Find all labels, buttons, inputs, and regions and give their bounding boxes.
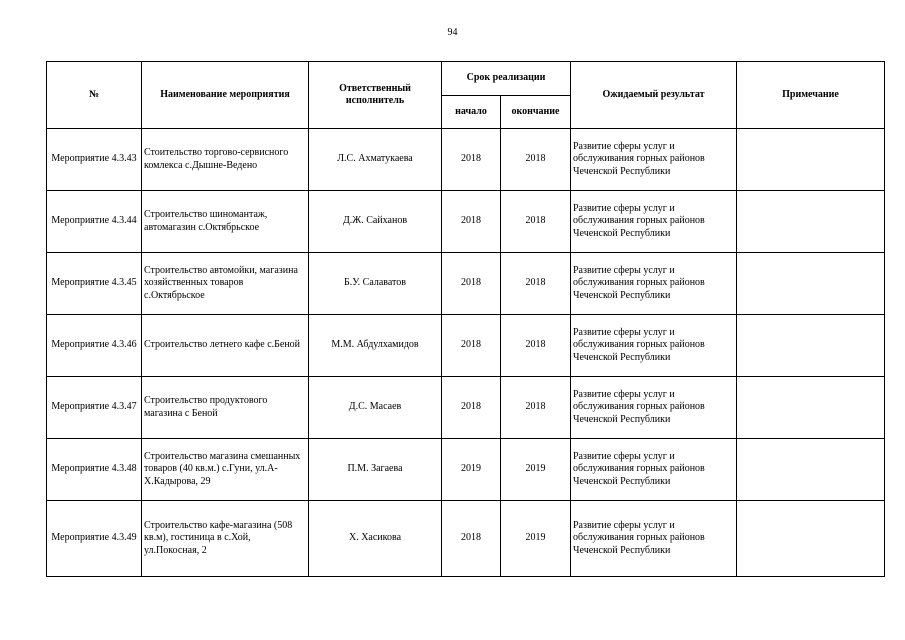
cell-start: 2018 <box>442 315 501 377</box>
cell-num: Мероприятие 4.3.48 <box>47 439 142 501</box>
cell-end: 2018 <box>501 191 571 253</box>
cell-name: Строительство шиномантаж, автомагазин с.Октябрьское <box>142 191 309 253</box>
cell-name: Строительство летнего кафе с.Беной <box>142 315 309 377</box>
table-row <box>47 377 885 439</box>
page-number: 94 <box>447 27 458 38</box>
cell-num: Мероприятие 4.3.46 <box>47 315 142 377</box>
cell-executor: П.М. Загаева <box>309 439 442 501</box>
header-name: Наименование мероприятия <box>142 62 309 129</box>
cell-start: 2018 <box>442 501 501 577</box>
cell-num: Мероприятие 4.3.44 <box>47 191 142 253</box>
cell-note <box>737 501 885 577</box>
header-note: Примечание <box>737 62 885 129</box>
cell-result: Развитие сферы услуг и обслуживания горных районов Чеченской Республики <box>571 253 737 315</box>
cell-note <box>737 439 885 501</box>
cell-start: 2018 <box>442 191 501 253</box>
table-row <box>47 129 885 191</box>
table-row <box>47 439 885 501</box>
cell-executor: М.М. Абдулхамидов <box>309 315 442 377</box>
header-executor: Ответственный исполнитель <box>309 62 442 129</box>
cell-executor: Х. Хасикова <box>309 501 442 577</box>
header-num: № <box>47 62 142 129</box>
cell-result: Развитие сферы услуг и обслуживания горных районов Чеченской Республики <box>571 191 737 253</box>
cell-num: Мероприятие 4.3.45 <box>47 253 142 315</box>
table-row <box>47 501 885 577</box>
cell-num: Мероприятие 4.3.43 <box>47 129 142 191</box>
cell-note <box>737 315 885 377</box>
header-end: окончание <box>501 96 571 129</box>
cell-result: Развитие сферы услуг и обслуживания горных районов Чеченской Республики <box>571 377 737 439</box>
cell-name: Строительство автомойки, магазина хозяйственных товаров с.Октябрьское <box>142 253 309 315</box>
cell-end: 2018 <box>501 315 571 377</box>
cell-name: Строительство кафе-магазина (508 кв.м), гостиница в с.Хой, ул.Покосная, 2 <box>142 501 309 577</box>
cell-result: Развитие сферы услуг и обслуживания горных районов Чеченской Республики <box>571 315 737 377</box>
table-row <box>47 191 885 253</box>
cell-end: 2018 <box>501 253 571 315</box>
cell-num: Мероприятие 4.3.49 <box>47 501 142 577</box>
table-header-row <box>47 62 885 96</box>
cell-executor: Д.Ж. Сайханов <box>309 191 442 253</box>
cell-result: Развитие сферы услуг и обслуживания горных районов Чеченской Республики <box>571 129 737 191</box>
measures-table <box>46 61 885 577</box>
cell-end: 2018 <box>501 129 571 191</box>
cell-note <box>737 253 885 315</box>
cell-executor: Л.С. Ахматукаева <box>309 129 442 191</box>
header-result: Ожидаемый результат <box>571 62 737 129</box>
table-row <box>47 315 885 377</box>
cell-executor: Д.С. Масаев <box>309 377 442 439</box>
cell-end: 2019 <box>501 439 571 501</box>
cell-start: 2018 <box>442 377 501 439</box>
cell-name: Строительство продуктового магазина с Беной <box>142 377 309 439</box>
header-period: Срок реализации <box>442 62 571 96</box>
cell-end: 2019 <box>501 501 571 577</box>
cell-start: 2018 <box>442 129 501 191</box>
cell-start: 2018 <box>442 253 501 315</box>
cell-end: 2018 <box>501 377 571 439</box>
cell-note <box>737 191 885 253</box>
cell-note <box>737 129 885 191</box>
cell-note <box>737 377 885 439</box>
table-row <box>47 253 885 315</box>
cell-executor: Б.У. Салаватов <box>309 253 442 315</box>
cell-num: Мероприятие 4.3.47 <box>47 377 142 439</box>
cell-start: 2019 <box>442 439 501 501</box>
cell-name: Стоительство торгово-сервисного комлекса с.Дышне-Ведено <box>142 129 309 191</box>
header-start: начало <box>442 96 501 129</box>
cell-name: Строительство магазина смешанных товаров (40 кв.м.) с.Гуни, ул.А-Х.Кадырова, 29 <box>142 439 309 501</box>
cell-result: Развитие сферы услуг и обслуживания горных районов Чеченской Республики <box>571 439 737 501</box>
cell-result: Развитие сферы услуг и обслуживания горных районов Чеченской Республики <box>571 501 737 577</box>
